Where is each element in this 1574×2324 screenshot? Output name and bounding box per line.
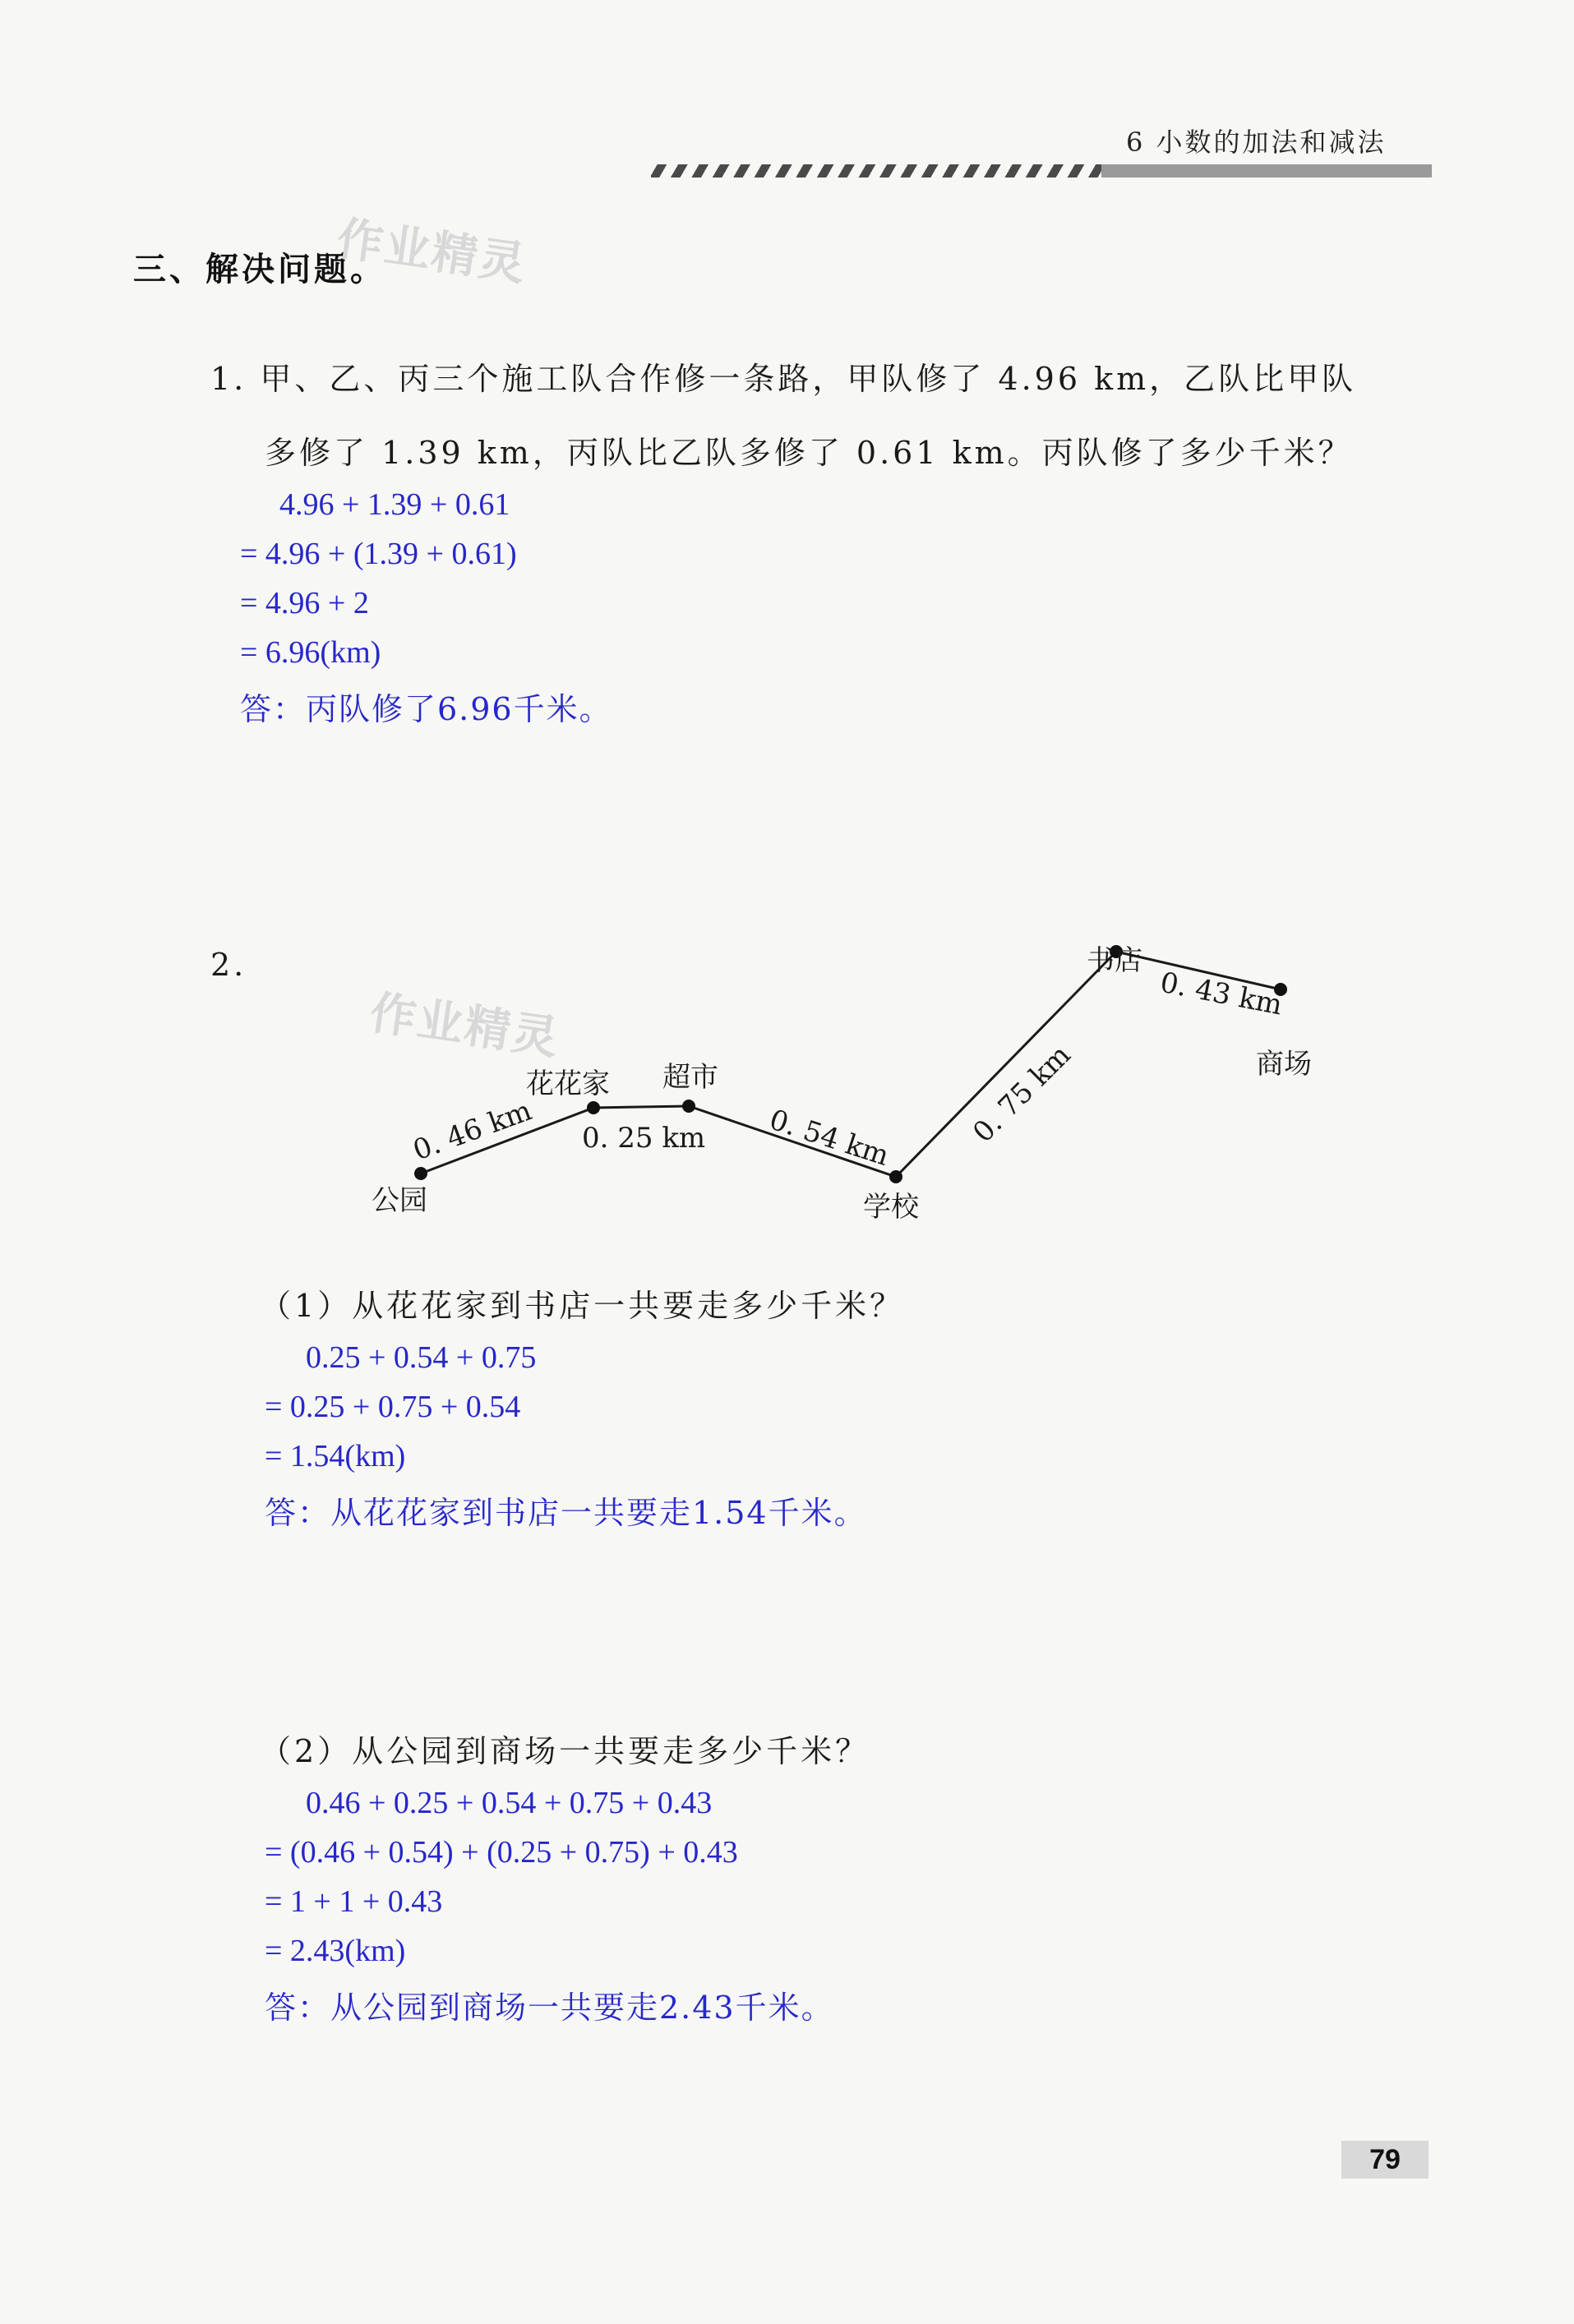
label-bookstore: 书店 bbox=[1087, 944, 1142, 977]
q2-sub2-step-1: 0.46 + 0.25 + 0.54 + 0.75 + 0.43 bbox=[306, 1786, 713, 1820]
school-dot bbox=[889, 1170, 902, 1183]
q2-sub1-question: （1）从花花家到书店一共要走多少千米？ bbox=[260, 1288, 905, 1324]
q2-sub2-question: （2）从公园到商场一共要走多少千米？ bbox=[260, 1733, 870, 1769]
q1-step-1: 4.96 + 1.39 + 0.61 bbox=[279, 487, 510, 522]
q2-sub2-step-3: = 1 + 1 + 0.43 bbox=[265, 1884, 443, 1919]
q1-step-4: = 6.96(km) bbox=[240, 635, 381, 670]
dist-bookstore-mall: 0. 43 km bbox=[1157, 966, 1286, 1022]
q2-sub2-step-2: = (0.46 + 0.54) + (0.25 + 0.75) + 0.43 bbox=[265, 1835, 738, 1870]
watermark: 作业精灵 bbox=[333, 212, 530, 292]
q2-sub1-step-3: = 1.54(km) bbox=[265, 1439, 406, 1473]
label-market: 超市 bbox=[662, 1061, 718, 1094]
q2-sub2-step-4: = 2.43(km) bbox=[265, 1934, 406, 1968]
q2-sub1-step-1: 0.25 + 0.54 + 0.75 bbox=[306, 1340, 537, 1375]
home-dot bbox=[587, 1101, 600, 1114]
q1-text-line2: 多修了 1.39 km，丙队比乙队多修了 0.61 km。丙队修了多少千米？ bbox=[265, 435, 1353, 471]
chapter-header: 6 小数的加法和减法 bbox=[1126, 127, 1387, 158]
label-school: 学校 bbox=[863, 1191, 919, 1224]
dist-market-school: 0. 54 km bbox=[765, 1103, 893, 1173]
q2-number: 2. bbox=[210, 947, 247, 983]
q1-answer: 答：丙队修了6.96千米。 bbox=[240, 691, 612, 727]
label-mall: 商场 bbox=[1256, 1048, 1312, 1081]
q2-sub1-answer: 答：从花花家到书店一共要走1.54千米。 bbox=[265, 1495, 867, 1531]
dist-park-home: 0. 46 km bbox=[409, 1094, 537, 1168]
watermark-2: 作业精灵 bbox=[366, 986, 563, 1066]
q2-sub2-answer: 答：从公园到商场一共要走2.43千米。 bbox=[265, 1990, 834, 2026]
q1-text-line1: 1. 甲、乙、丙三个施工队合作修一条路，甲队修了 4.96 km，乙队比甲队 bbox=[210, 361, 1357, 397]
dist-home-market: 0. 25 km bbox=[582, 1122, 706, 1155]
market-dot bbox=[682, 1100, 695, 1113]
q2-sub1-step-2: = 0.25 + 0.75 + 0.54 bbox=[265, 1390, 521, 1424]
q1-step-2: = 4.96 + (1.39 + 0.61) bbox=[240, 537, 517, 571]
section-title: 三、解决问题。 bbox=[133, 250, 386, 288]
page-number: 79 bbox=[1341, 2141, 1429, 2179]
park-dot bbox=[414, 1167, 427, 1180]
label-home: 花花家 bbox=[526, 1067, 610, 1100]
label-park: 公园 bbox=[372, 1184, 427, 1217]
q1-step-3: = 4.96 + 2 bbox=[240, 586, 369, 620]
dist-school-bookstore: 0. 75 km bbox=[967, 1038, 1078, 1150]
